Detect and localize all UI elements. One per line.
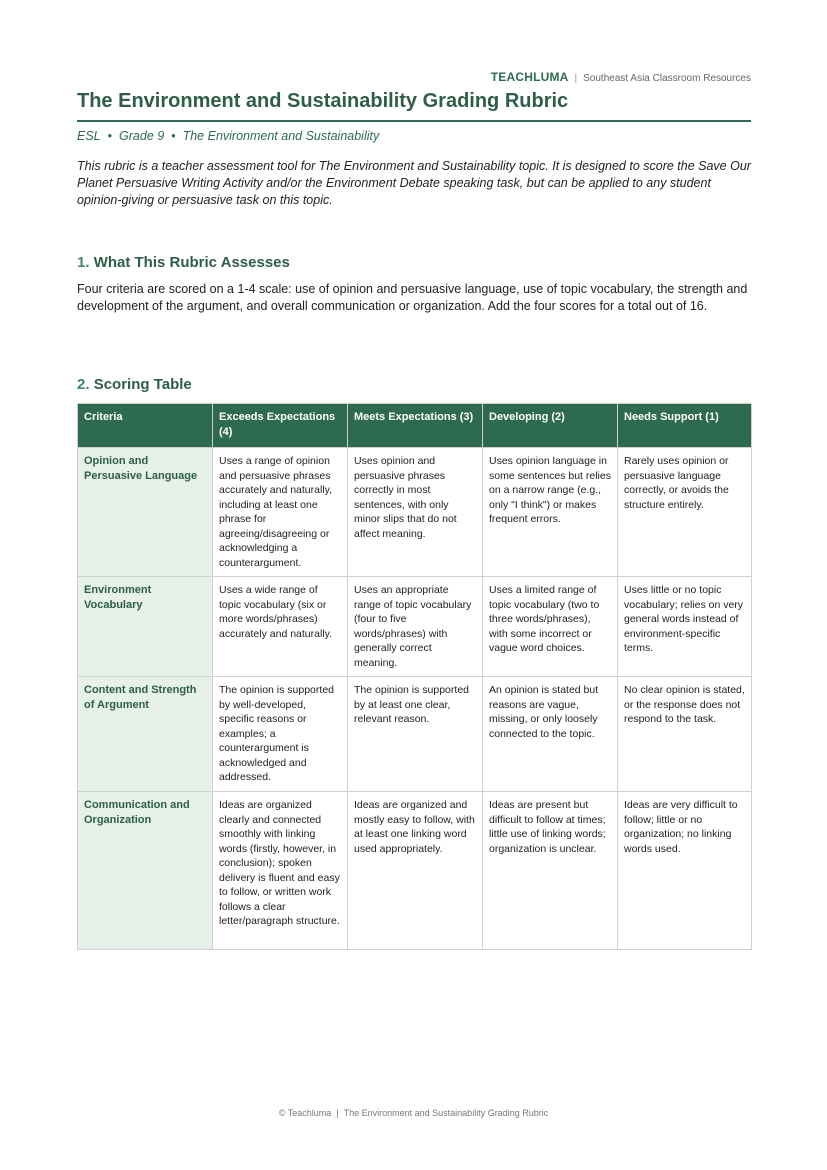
meta-subject: ESL: [77, 129, 101, 143]
column-header-needs-support: Needs Support (1): [618, 404, 752, 448]
table-cell: Uses opinion and persuasive phrases correctly in most sentences, with only minor slips that do not affect meaning.: [348, 448, 483, 577]
table-cell: An opinion is stated but reasons are vague, missing, or only loosely connected to the topic.: [483, 677, 618, 792]
page-title: The Environment and Sustainability Grading Rubric: [77, 90, 751, 122]
brand-name: TEACHLUMA: [490, 70, 569, 84]
footer-separator: |: [336, 1108, 339, 1118]
table-row: [78, 792, 752, 950]
column-header-exceeds: Exceeds Expectations (4): [213, 404, 348, 448]
section-body-1: Four criteria are scored on a 1-4 scale: use of opinion and persuasive language, use of topic vocabulary, the strength and development of the argument, and overall communication or organization. Add the four scores for a total out of 16.: [77, 282, 748, 313]
section-heading-1: [77, 254, 290, 271]
meta-topic: The Environment and Sustainability: [182, 129, 380, 143]
brand-tagline: Southeast Asia Classroom Resources: [583, 73, 751, 84]
table-row: [78, 577, 752, 677]
table-cell: The opinion is supported by at least one clear, relevant reason.: [348, 677, 483, 792]
table-cell: Ideas are present but difficult to follow at times; little use of linking words; organization is unclear.: [483, 792, 618, 950]
rubric-table: [77, 403, 752, 950]
table-cell: Uses a limited range of topic vocabulary (two to three words/phrases), with some incorrect or vague word choices.: [483, 577, 618, 677]
table-cell: Ideas are organized and mostly easy to follow, with at least one linking word used appropriately.: [348, 792, 483, 950]
brand-header: [491, 70, 751, 84]
footer-copyright: © Teachluma: [278, 1108, 332, 1118]
section-heading-2: [77, 376, 192, 393]
section-title-1: What This Rubric Assesses: [93, 254, 290, 271]
table-cell: Uses a range of opinion and persuasive phrases accurately and naturally, including at least one phrase for agreeing/disagreeing or acknowledging a counterargument.: [213, 448, 348, 577]
table-cell: Ideas are organized clearly and connected smoothly with linking words (firstly, however, in conclusion); spoken delivery is fluent and easy to follow, or written work follows a clear letter/paragraph structure.: [213, 792, 348, 950]
table-cell: Uses little or no topic vocabulary; relies on very general words instead of environment-specific terms.: [618, 577, 752, 677]
brand-separator: |: [574, 73, 578, 84]
table-row: [78, 677, 752, 792]
meta-bullet-2: •: [171, 129, 176, 143]
document-meta: [77, 129, 379, 143]
table-cell: Rarely uses opinion or persuasive language correctly, or avoids the structure entirely.: [618, 448, 752, 577]
table-cell: Ideas are very difficult to follow; little or no organization; no linking words used.: [618, 792, 752, 950]
table-cell: Uses opinion language in some sentences but relies on a narrow range (e.g., only "I think") or makes frequent errors.: [483, 448, 618, 577]
table-header-row: [78, 404, 752, 448]
section-number-2: 2.: [77, 376, 90, 393]
table-cell: Uses an appropriate range of topic vocabulary (four to five words/phrases) with generally correct meaning.: [348, 577, 483, 677]
table-cell: Uses a wide range of topic vocabulary (six or more words/phrases) accurately and naturally.: [213, 577, 348, 677]
section-number-1: 1.: [77, 254, 90, 271]
meta-grade: Grade 9: [119, 129, 165, 143]
meta-bullet-1: •: [107, 129, 113, 143]
criteria-cell: Communication and Organization: [78, 792, 213, 950]
footer-doc-name: The Environment and Sustainability Grading Rubric: [343, 1108, 549, 1118]
criteria-cell: Environment Vocabulary: [78, 577, 213, 677]
section-title-2: Scoring Table: [93, 376, 192, 393]
column-header-criteria: Criteria: [78, 404, 213, 448]
criteria-cell: Content and Strength of Argument: [78, 677, 213, 792]
column-header-meets: Meets Expectations (3): [348, 404, 483, 448]
page-footer: [0, 1108, 827, 1118]
intro-paragraph: This rubric is a teacher assessment tool for The Environment and Sustainability topic. It is designed to score the Save Our Planet Persuasive Writing Activity and/or the Environment Debate speaking task, but can be applied to any student opinion-giving or persuasive task on this topic.: [77, 159, 751, 207]
criteria-cell: Opinion and Persuasive Language: [78, 448, 213, 577]
table-row: [78, 448, 752, 577]
table-cell: The opinion is supported by well-developed, specific reasons or examples; a counterargument is acknowledged and addressed.: [213, 677, 348, 792]
table-cell: No clear opinion is stated, or the response does not respond to the task.: [618, 677, 752, 792]
column-header-developing: Developing (2): [483, 404, 618, 448]
